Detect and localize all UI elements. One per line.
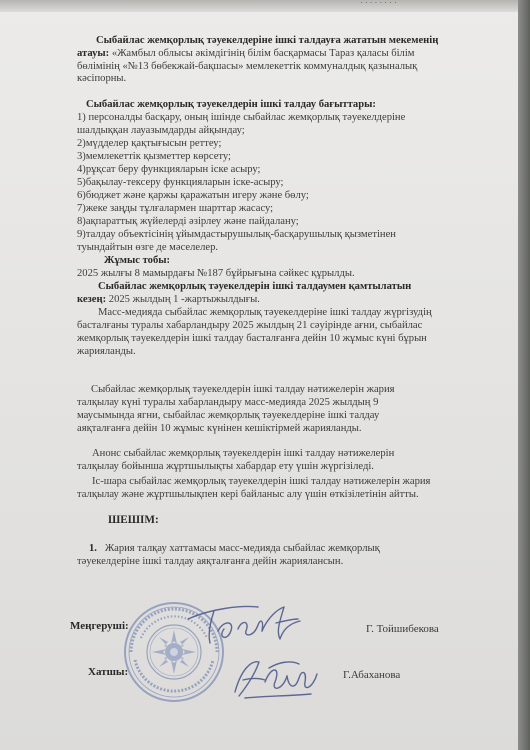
working-group-text: 2025 жылғы 8 мамырдағы №187 бұйрығына сәйкес құрылды. <box>77 268 355 279</box>
top-edge-text: · · · · · · · · <box>360 0 397 7</box>
secretary-label: Хатшы: <box>88 666 129 678</box>
paragraph-line: аяқталғанға дейін 10 жұмыс күнінен кешіктірмей жарияланды. <box>77 423 362 434</box>
org-label: атауы: <box>77 48 110 59</box>
period-value: 2025 жылдың 1 -жартыжылдығы. <box>106 294 260 305</box>
paragraph-line: маусымында ягни, сыбайлас жемқорлық тәуекелдеріне ішкі талдау <box>77 410 380 421</box>
head-name: Г. Тойшибекова <box>366 623 439 635</box>
direction-item: 4)рұқсат беру функцияларын іске асыру; <box>77 164 261 175</box>
decision-heading: ШЕШІМ: <box>108 514 159 526</box>
decision-item-line-1 <box>89 543 380 555</box>
background-edge <box>518 0 530 750</box>
secretary-signature-icon <box>225 652 325 706</box>
paragraph-line: Іс-шара сыбайлас жемқорлық тәуекелдерін ішкі талдау нәтижелерін жария <box>92 476 431 487</box>
direction-item: туындайтын өзге де мәселелер. <box>77 242 219 253</box>
header-title: Сыбайлас жемқорлық тәуекелдеріне ішкі талдауға жататын мекеменің <box>96 35 439 46</box>
direction-item: 9)талдау объектісінің ұйымдастырушылық-басқарушылық қызметінен <box>77 229 396 240</box>
head-label: Меңгеруші: <box>70 620 129 632</box>
secretary-name: Г.Абаханова <box>343 669 401 681</box>
period-heading: Сыбайлас жемқорлық тәуекелдерін ішкі талдаумен қамтылатын <box>98 281 412 292</box>
direction-item: 7)жеке заңды тұлғалармен шарттар жасасу; <box>77 203 274 214</box>
paragraph-line: талқылау күні туралы хабарландыру масс-медияда 2025 жылдың 9 <box>77 397 379 408</box>
paragraph-line: Масс-медияда сыбайлас жемқорлық тәуекелдеріне ішкі талдау жүргізудің <box>98 307 432 318</box>
org-line-3: кәсіпорны. <box>77 73 127 84</box>
paragraph-line: жемқорлық тәуекелдерін ішкі талдау басталғанға дейін 10 жұмыс күні бұрын <box>77 333 427 344</box>
direction-item: шалдыққан лауазымдарды айқындау; <box>77 125 245 136</box>
paragraph-line: басталғаны туралы хабарландыру 2025 жылдың 21 сәуірінде ағни, сыбайлас <box>77 320 423 331</box>
paragraph-line: талқылау бойынша жұртшылықты хабардар ету үшін жүргізіледі. <box>77 461 374 472</box>
decision-item-number: 1. <box>89 543 97 554</box>
direction-item: 2)мүдделер қақтығысын реттеу; <box>77 138 222 149</box>
paragraph-line: талқылау және жұртшылықпен кері байланыс алу үшін өткізілетінін айтты. <box>77 489 419 500</box>
working-group-heading: Жұмыс тобы: <box>104 255 171 266</box>
decision-item-line-2: тәуекелдеріне ішкі талдау аяқталғанға дейін жариялансын. <box>77 556 344 567</box>
head-signature-icon <box>180 597 310 657</box>
org-name-1: «Жамбыл облысы әкімдігінің білім басқармасы Тараз қаласы білім <box>111 48 415 59</box>
direction-item: 6)бюджет және қаржы қаражатын игеру және бөлу; <box>77 190 309 201</box>
decision-item-text-1: Жария талқау хаттамасы масс-медияда сыбайлас жемқорлық <box>104 543 380 554</box>
paragraph-line: Сыбайлас жемқорлық тәуекелдерін ішкі талдау нәтижелерін жария <box>91 384 395 395</box>
period-label: кезең: <box>77 294 107 305</box>
direction-item: 1) персоналды басқару, оның ішінде сыбайлас жемқорлық тәуекелдеріне <box>77 112 406 123</box>
directions-heading: Сыбайлас жемқорлық тәуекелдерін ішкі талдау бағыттары: <box>86 99 376 110</box>
paragraph-line: жарияланды. <box>77 346 136 357</box>
direction-item: 8)ақпараттық жүйелерді әзірлеу және пайдалану; <box>77 216 299 227</box>
direction-item: 3)мемлекеттік қызметтер көрсету; <box>77 151 231 162</box>
paragraph-line: Анонс сыбайлас жемқорлық тәуекелдерін ішкі талдау нәтижелерін <box>92 448 395 459</box>
org-line-2: бөлімінің «№13 бөбекжай-бақшасы» мемлекеттік коммуналдық қазыналық <box>77 61 418 72</box>
org-line-1 <box>77 48 415 60</box>
direction-item: 5)бақылау-тексеру функцияларын іске-асыру; <box>77 177 284 188</box>
period-line-2 <box>77 294 260 306</box>
